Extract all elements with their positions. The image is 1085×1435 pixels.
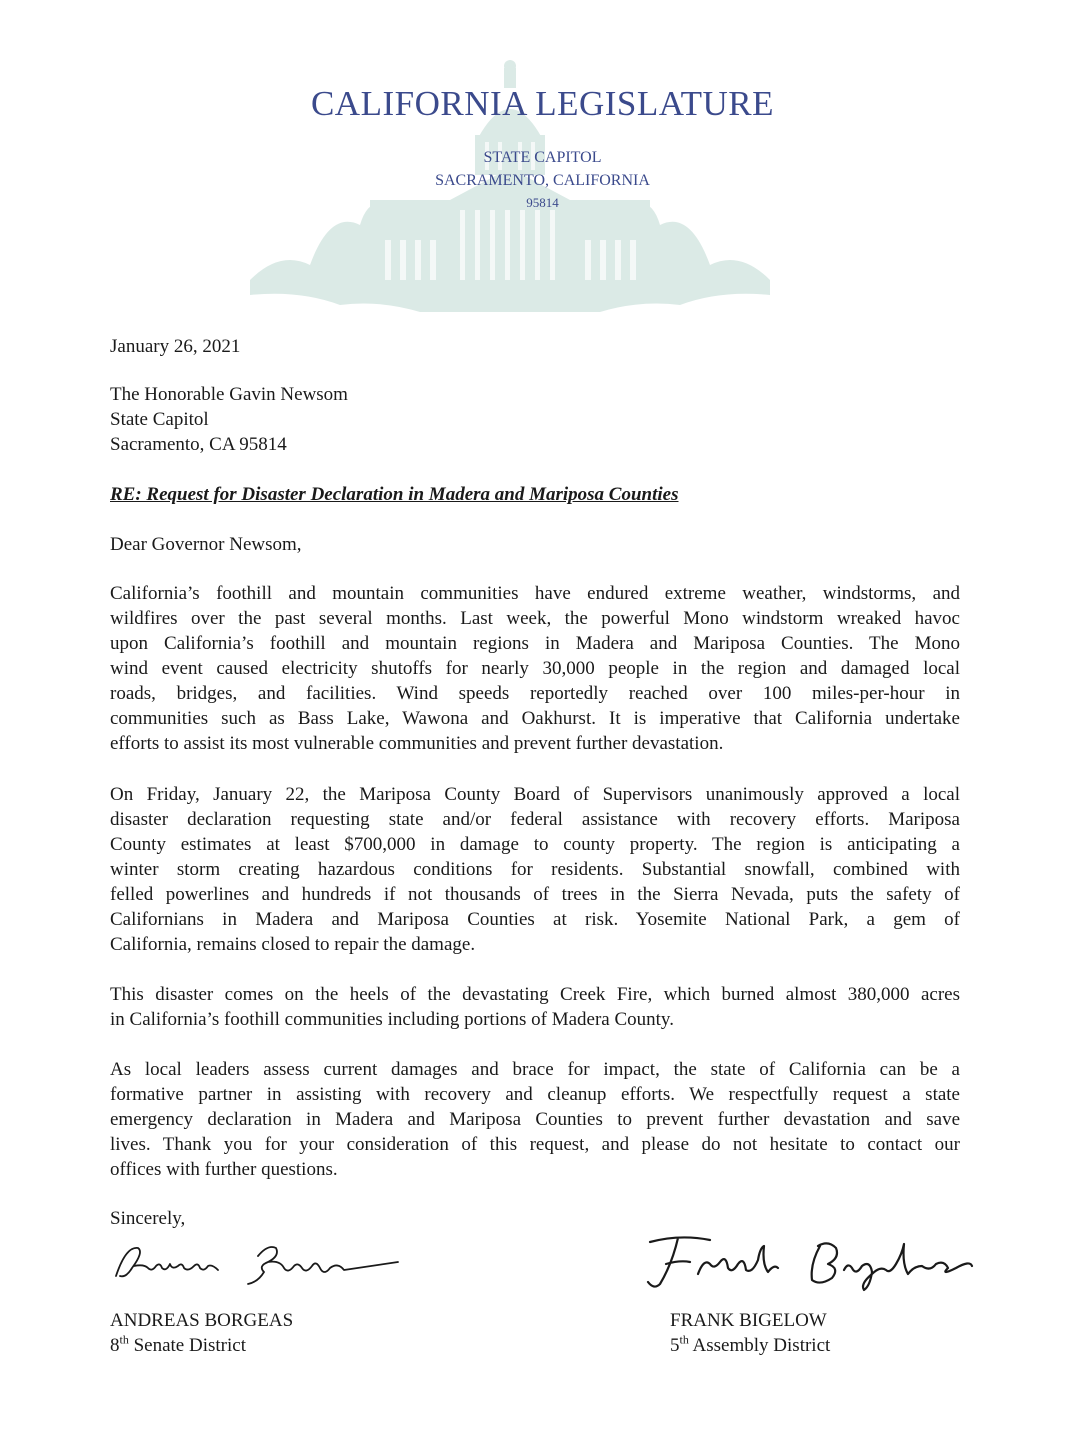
district-label: Senate District — [128, 1335, 246, 1356]
letterhead-address-line2: SACRAMENTO, CALIFORNIA — [435, 172, 650, 189]
letterhead-zip: 95814 — [526, 195, 559, 210]
paragraph-line: California, remains closed to repair the damage. — [110, 934, 476, 955]
signature-andreas-borgeas — [108, 1226, 408, 1296]
signer-name: FRANK BIGELOW — [670, 1310, 827, 1331]
paragraph-line: in California’s foothill communities including portions of Madera County. — [110, 1009, 674, 1030]
signer-name: ANDREAS BORGEAS — [110, 1310, 294, 1331]
paragraph-line: emergency declaration in Madera and Mariposa Counties to prevent further devastation and save — [110, 1109, 960, 1130]
paragraph-line: disaster declaration requesting state and/or federal assistance with recovery efforts. Mariposa — [110, 809, 960, 830]
paragraph-line: communities such as Bass Lake, Wawona and Oakhurst. It is imperative that California undertake — [110, 708, 960, 729]
signer-block-1 — [110, 1308, 293, 1358]
recipient-line2: State Capitol — [110, 409, 209, 430]
district-suffix: th — [119, 1332, 129, 1347]
signer-district — [670, 1333, 830, 1358]
paragraph-line: offices with further questions. — [110, 1159, 338, 1180]
body-paragraph-3 — [110, 982, 960, 1032]
paragraph-line: As local leaders assess current damages and brace for impact, the state of California can be a — [110, 1059, 960, 1080]
body-paragraph-2 — [110, 782, 960, 957]
district-ordinal: 8 — [110, 1335, 120, 1356]
paragraph-line: California’s foothill and mountain communities have endured extreme weather, windstorms, and — [110, 583, 960, 604]
signature-frank-bigelow — [640, 1224, 980, 1294]
paragraph-line: wildfires over the past several months. Last week, the powerful Mono windstorm wreaked havoc — [110, 608, 960, 629]
paragraph-line: formative partner in assisting with recovery and cleanup efforts. We respectfully request a state — [110, 1084, 960, 1105]
letterhead-address-line1: STATE CAPITOL — [483, 149, 602, 166]
signer-block-2 — [670, 1308, 830, 1358]
district-label: Assembly District — [688, 1335, 831, 1356]
body-paragraph-4 — [110, 1057, 960, 1182]
paragraph-line: wind event caused electricity shutoffs for nearly 30,000 people in the region and damaged local — [110, 658, 960, 679]
letterhead-title: CALIFORNIA LEGISLATURE — [310, 84, 775, 123]
district-suffix: th — [679, 1332, 689, 1347]
salutation: Dear Governor Newsom, — [110, 534, 302, 555]
recipient-name: The Honorable Gavin Newsom — [110, 384, 348, 405]
district-ordinal: 5 — [670, 1335, 680, 1356]
closing: Sincerely, — [110, 1208, 186, 1229]
subject-line: RE: Request for Disaster Declaration in Madera and Mariposa Counties — [110, 484, 679, 505]
recipient-line3: Sacramento, CA 95814 — [110, 434, 287, 455]
letter-date: January 26, 2021 — [110, 336, 241, 357]
recipient-address — [110, 382, 348, 457]
paragraph-line: This disaster comes on the heels of the devastating Creek Fire, which burned almost 380,000 acres — [110, 984, 960, 1005]
signer-district — [110, 1333, 293, 1358]
body-paragraph-1 — [110, 581, 960, 756]
paragraph-line: Californians in Madera and Mariposa Counties at risk. Yosemite National Park, a gem of — [110, 909, 960, 930]
paragraph-line: felled powerlines and hundreds if not thousands of trees in the Sierra Nevada, puts the safety of — [110, 884, 960, 905]
paragraph-line: winter storm creating hazardous conditions for residents. Substantial snowfall, combined with — [110, 859, 960, 880]
paragraph-line: efforts to assist its most vulnerable communities and prevent further devastation. — [110, 733, 724, 754]
paragraph-line: upon California’s foothill and mountain regions in Madera and Mariposa Counties. The Mono — [110, 633, 960, 654]
paragraph-line: lives. Thank you for your consideration of this request, and please do not hesitate to contact our — [110, 1134, 960, 1155]
paragraph-line: On Friday, January 22, the Mariposa County Board of Supervisors unanimously approved a local — [110, 784, 960, 805]
paragraph-line: roads, bridges, and facilities. Wind speeds reportedly reached over 100 miles-per-hour in — [110, 683, 960, 704]
paragraph-line: County estimates at least $700,000 in damage to county property. The region is anticipating a — [110, 834, 960, 855]
